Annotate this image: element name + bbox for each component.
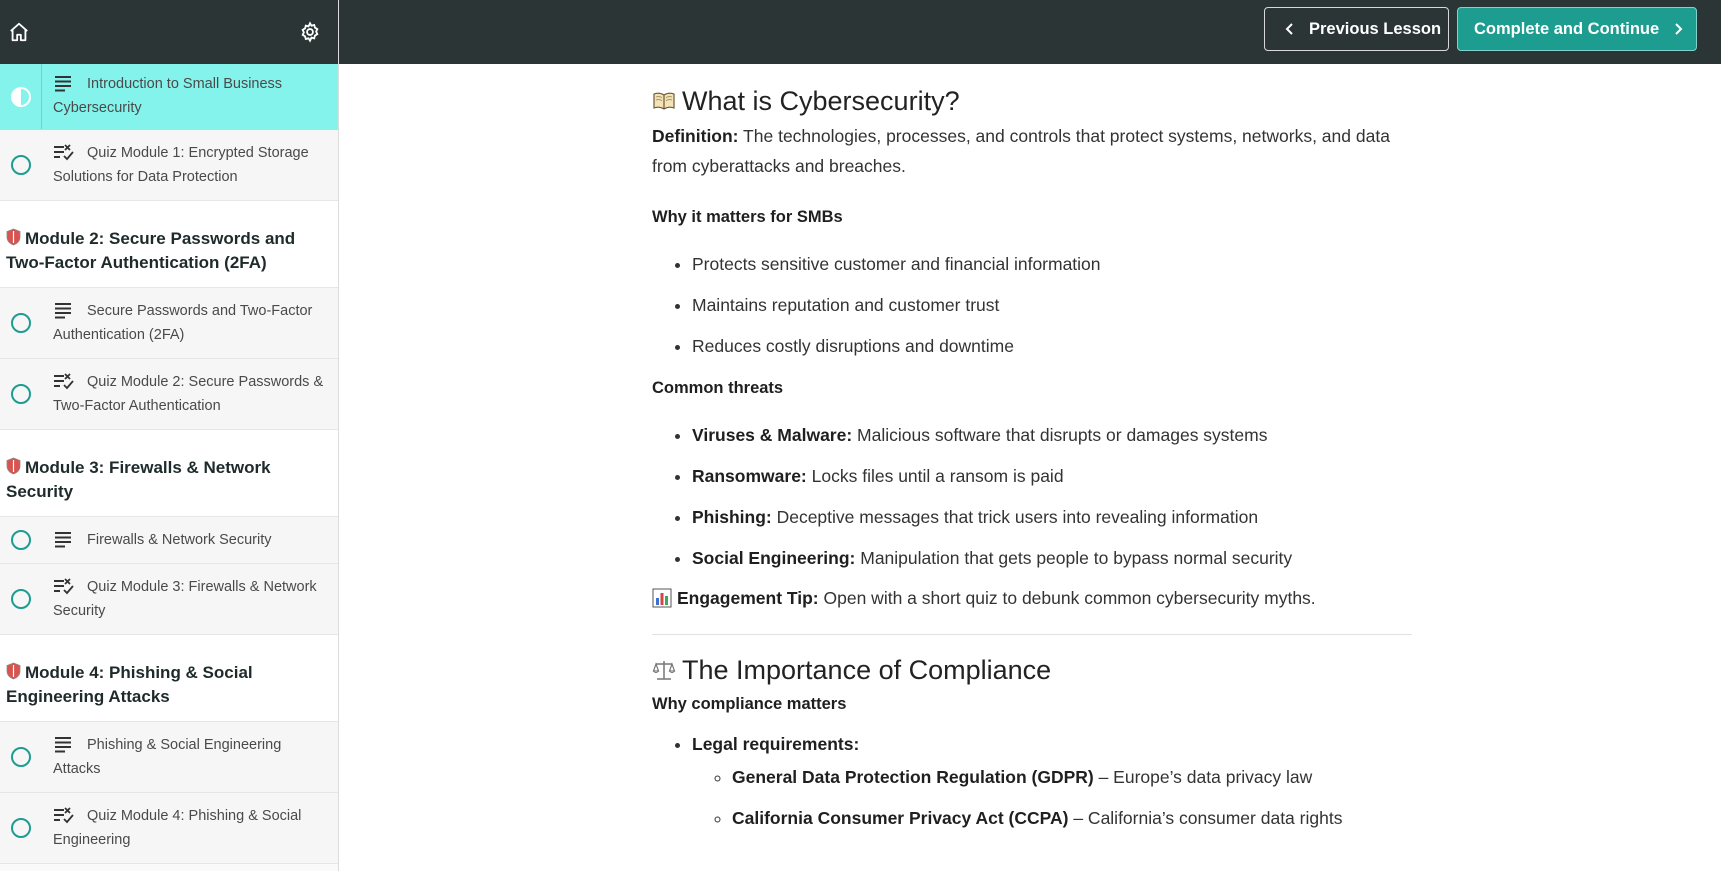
law-term: California Consumer Privacy Act (CCPA)	[732, 808, 1069, 828]
incomplete-icon	[11, 589, 31, 609]
list-item	[732, 757, 1412, 798]
why-it-matters-heading: Why it matters for SMBs	[652, 208, 843, 226]
in-progress-icon	[11, 87, 31, 107]
module-title: Module 4: Phishing & Social Engineering Attacks	[6, 663, 253, 706]
text-lesson-icon	[53, 74, 75, 92]
threat-desc: Locks files until a ransom is paid	[806, 466, 1064, 486]
law-desc: – Europe’s data privacy law	[1093, 767, 1313, 787]
sidebar-lesson-quiz-3[interactable]	[0, 564, 338, 635]
threat-term: Viruses & Malware:	[692, 425, 853, 445]
quiz-icon	[53, 577, 75, 595]
compliance-list	[652, 731, 1412, 839]
lesson-label: Quiz Module 1: Encrypted Storage Solutions for Data Protection	[53, 145, 309, 185]
module-2-header	[0, 201, 338, 288]
sidebar-lesson-phishing[interactable]	[0, 722, 338, 793]
course-sidebar	[0, 0, 339, 871]
legal-label: Legal requirements:	[692, 734, 860, 754]
text-lesson-icon	[53, 530, 75, 548]
section-heading-text: The Importance of Compliance	[682, 655, 1052, 685]
threat-desc: Manipulation that gets people to bypass normal security	[855, 548, 1293, 568]
lesson-status	[0, 564, 42, 634]
lesson-label: Quiz Module 4: Phishing & Social Engineering	[53, 808, 302, 848]
sidebar-lesson-quiz-2[interactable]	[0, 359, 338, 430]
lesson-label: Phishing & Social Engineering Attacks	[53, 737, 282, 777]
bar-chart-icon	[652, 588, 672, 608]
lesson-status	[0, 793, 42, 863]
lesson-label: Secure Passwords and Two-Factor Authentication (2FA)	[53, 303, 313, 343]
complete-and-continue-button[interactable]	[1457, 7, 1697, 51]
threat-term: Ransomware:	[692, 466, 807, 486]
definition-text: The technologies, processes, and controls that protect systems, networks, and data from cyberattacks and breaches.	[652, 126, 1390, 176]
list-item	[692, 415, 1412, 456]
lesson-content	[652, 64, 1412, 839]
open-book-icon	[652, 89, 676, 113]
section-divider	[652, 634, 1412, 635]
incomplete-icon	[11, 384, 31, 404]
why-compliance-heading: Why compliance matters	[652, 695, 847, 713]
list-item: • Maintains reputation and customer trust	[692, 285, 1412, 326]
lesson-status	[0, 288, 42, 358]
tip-text: Open with a short quiz to debunk common cybersecurity myths.	[818, 588, 1316, 608]
gear-icon[interactable]	[296, 18, 324, 46]
lesson-status	[0, 722, 42, 792]
module-title: Module 3: Firewalls & Network Security	[6, 458, 271, 501]
lesson-label: Quiz Module 2: Secure Passwords & Two-Factor Authentication	[53, 374, 324, 414]
lesson-status	[0, 517, 42, 563]
legal-requirements-list	[692, 757, 1412, 839]
threat-term: Phishing:	[692, 507, 772, 527]
shield-icon	[6, 228, 21, 246]
tip-label: Engagement Tip:	[677, 588, 819, 608]
complete-and-continue-label: Complete and Continue	[1474, 19, 1660, 38]
balance-scale-icon	[652, 658, 676, 682]
list-item: • Protects sensitive customer and financial information	[692, 244, 1412, 285]
home-icon[interactable]	[5, 18, 33, 46]
shield-icon	[6, 457, 21, 475]
lesson-status	[0, 130, 42, 200]
module-title: Module 2: Secure Passwords and Two-Factor Authentication (2FA)	[6, 229, 296, 272]
common-threats-heading: Common threats	[652, 379, 784, 397]
incomplete-icon	[11, 530, 31, 550]
list-item	[732, 798, 1412, 839]
law-desc: – California’s consumer data rights	[1068, 808, 1343, 828]
list-item	[692, 497, 1412, 538]
engagement-tip	[652, 583, 1412, 613]
threat-term: Social Engineering:	[692, 548, 856, 568]
incomplete-icon	[11, 818, 31, 838]
text-lesson-icon	[53, 735, 75, 753]
incomplete-icon	[11, 155, 31, 175]
quiz-icon	[53, 143, 75, 161]
threat-desc: Deceptive messages that trick users into revealing information	[771, 507, 1259, 527]
lesson-label: Firewalls & Network Security	[87, 532, 272, 548]
sidebar-header	[0, 0, 338, 64]
list-item	[692, 538, 1412, 579]
lesson-label: Introduction to Small Business Cybersecurity	[53, 76, 283, 116]
section-heading-text: What is Cybersecurity?	[682, 86, 960, 116]
list-item: • Reduces costly disruptions and downtime	[692, 326, 1412, 367]
sidebar-lesson-quiz-4[interactable]	[0, 793, 338, 864]
module-4-header	[0, 635, 338, 722]
chevron-right-icon	[1671, 22, 1685, 36]
why-it-matters-list	[652, 244, 1412, 367]
quiz-icon	[53, 372, 75, 390]
section-heading-cybersecurity	[652, 84, 1412, 118]
shield-icon	[6, 662, 21, 680]
module-3-header	[0, 430, 338, 517]
incomplete-icon	[11, 747, 31, 767]
quiz-icon	[53, 806, 75, 824]
lesson-label: Quiz Module 3: Firewalls & Network Security	[53, 579, 317, 619]
definition-paragraph	[652, 121, 1412, 181]
sidebar-lesson-quiz-1[interactable]	[0, 130, 338, 201]
sidebar-lesson-firewalls[interactable]	[0, 517, 338, 564]
lesson-status	[0, 359, 42, 429]
section-heading-compliance	[652, 653, 1412, 687]
lesson-topbar	[339, 0, 1721, 64]
list-item	[692, 456, 1412, 497]
previous-lesson-button[interactable]	[1264, 7, 1449, 51]
lesson-status	[0, 64, 42, 129]
threat-desc: Malicious software that disrupts or damages systems	[852, 425, 1268, 445]
chevron-left-icon	[1283, 22, 1297, 36]
law-term: General Data Protection Regulation (GDPR)	[732, 767, 1094, 787]
text-lesson-icon	[53, 301, 75, 319]
previous-lesson-label: Previous Lesson	[1309, 19, 1442, 38]
definition-label: Definition:	[652, 126, 739, 146]
sidebar-lesson-intro[interactable]	[0, 64, 338, 130]
common-threats-list	[652, 415, 1412, 579]
sidebar-lesson-passwords[interactable]	[0, 288, 338, 359]
incomplete-icon	[11, 313, 31, 333]
list-item	[692, 731, 1412, 839]
